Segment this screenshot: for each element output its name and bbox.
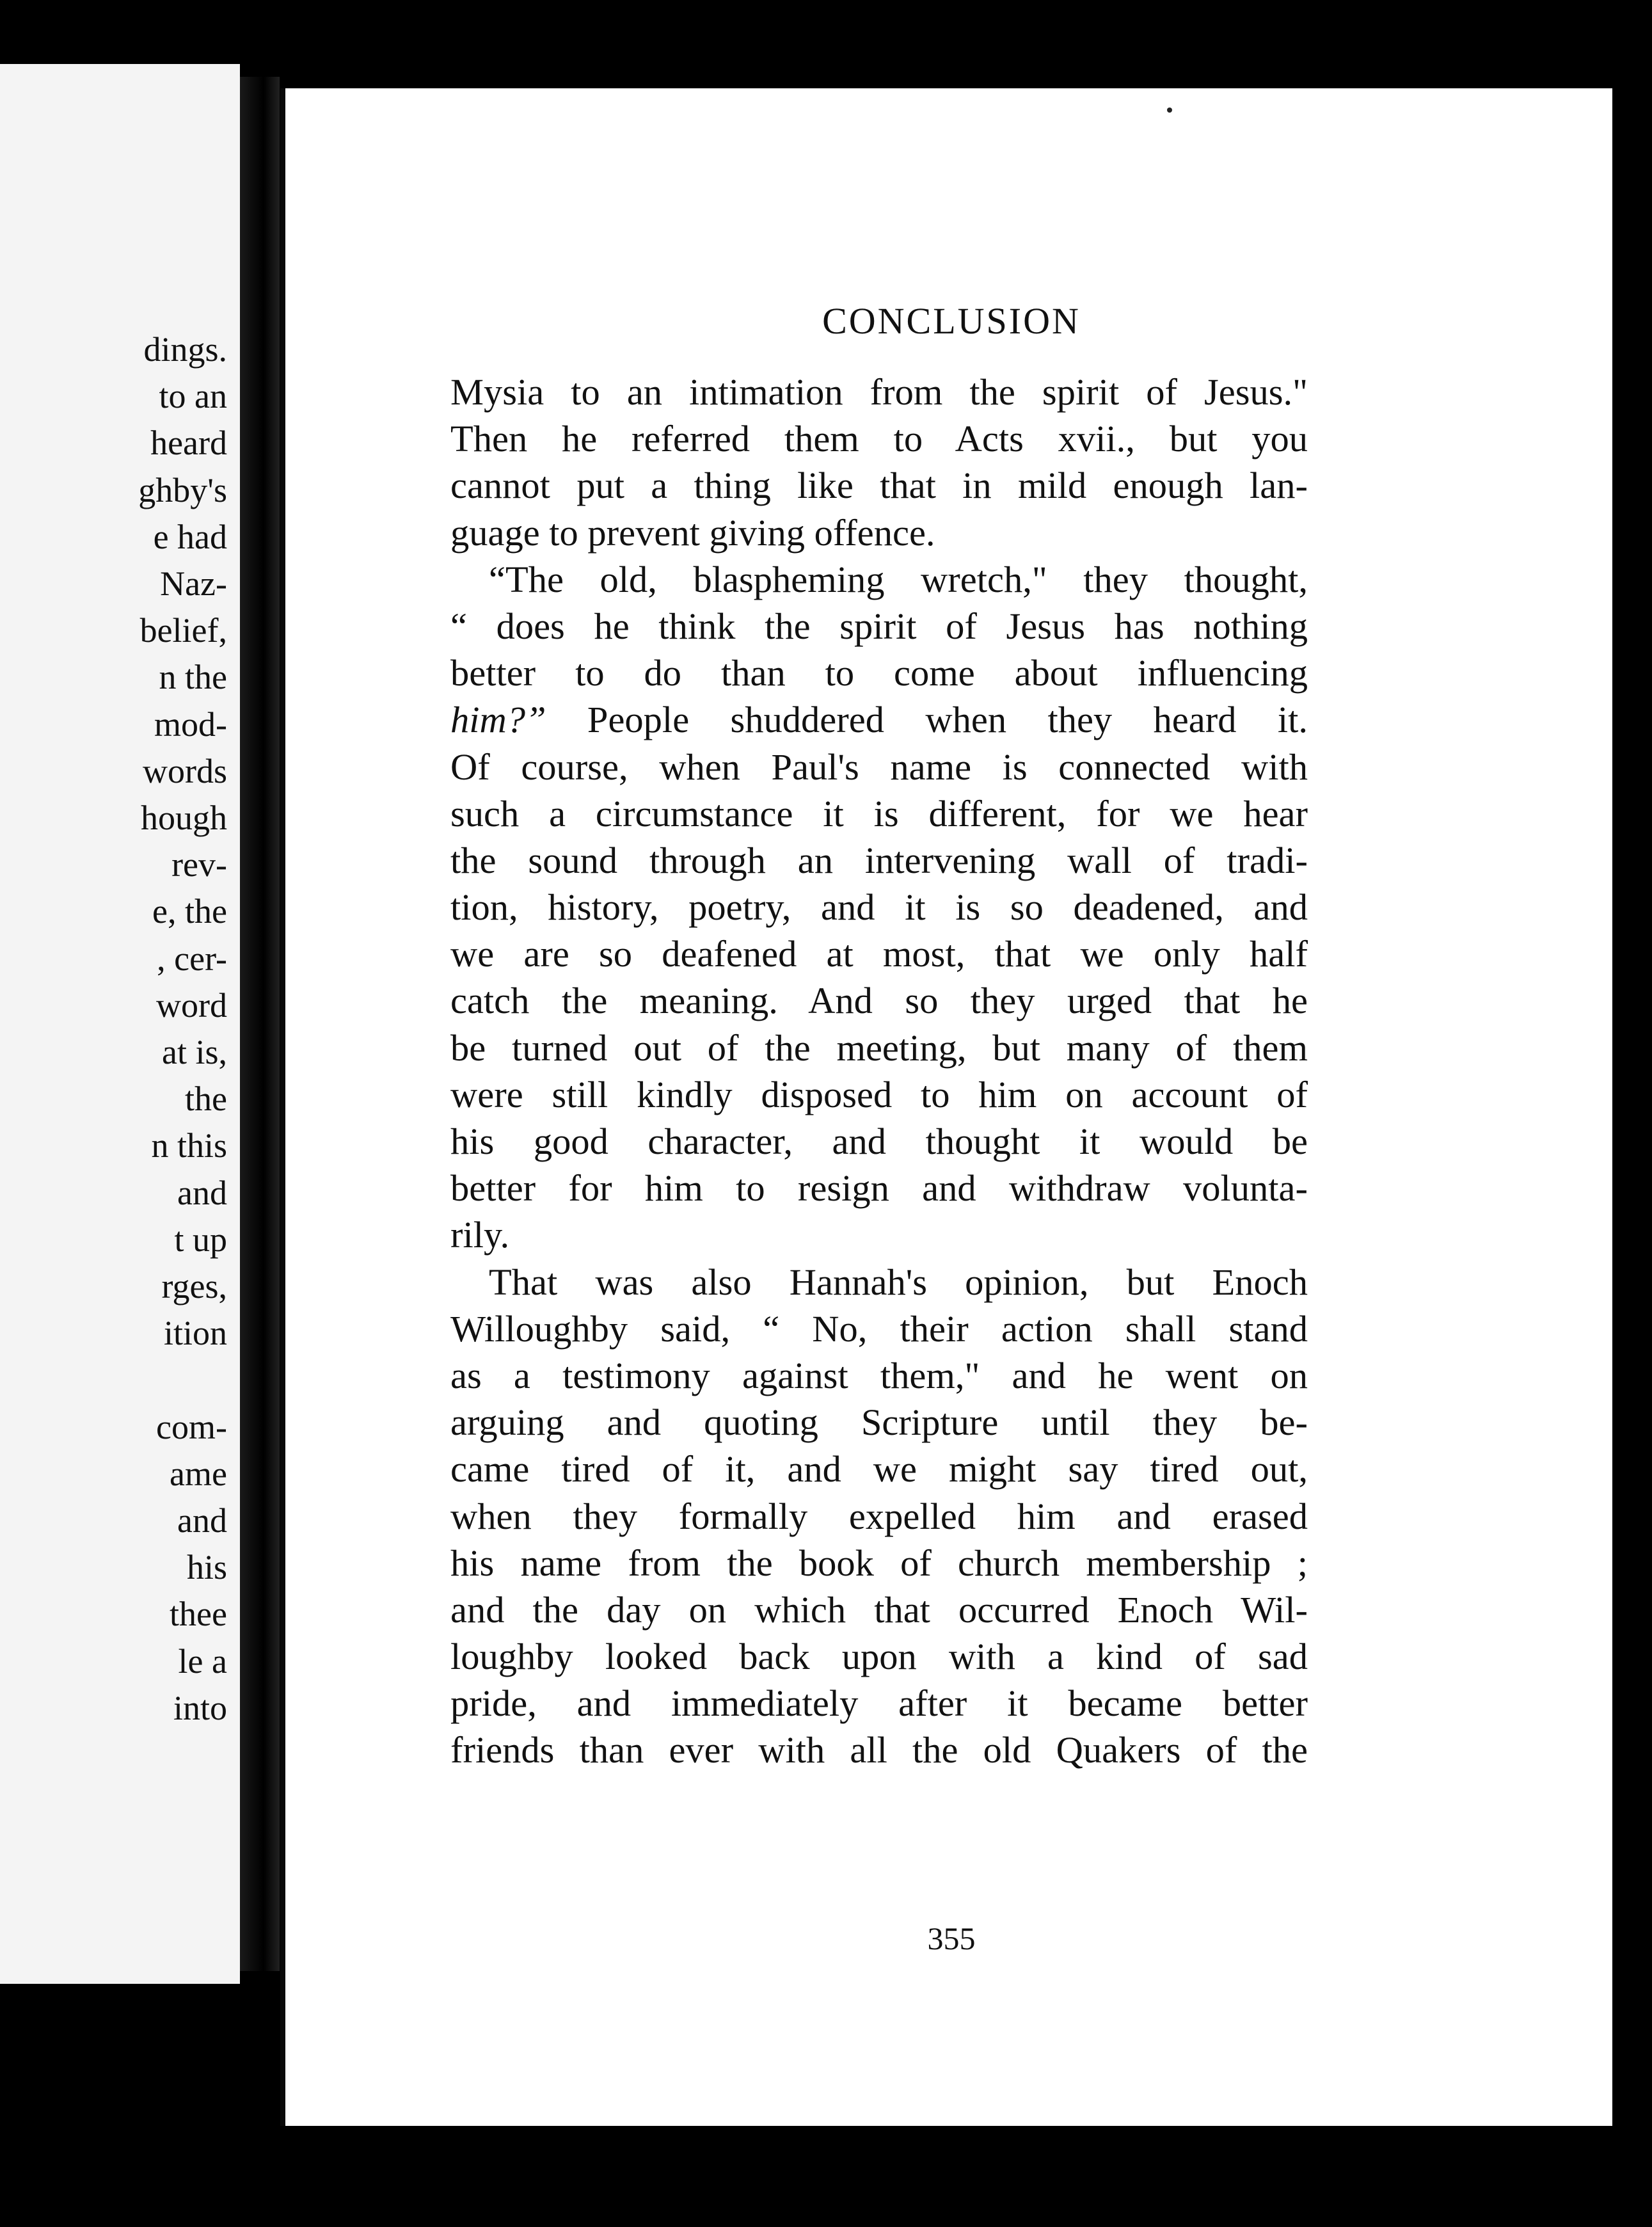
text-line: and the day on which that occurred Enoch Wil- (450, 1588, 1308, 1631)
left-text-line: the (185, 1080, 227, 1119)
left-page-fragment (0, 64, 240, 1984)
text-line: such a circumstance it is different, for we hear (450, 792, 1308, 834)
text-line: when they formally expelled him and erased (450, 1495, 1308, 1537)
left-text-line: belief, (139, 611, 227, 650)
dust-speck (1167, 108, 1172, 113)
left-text-line: and (177, 1173, 227, 1212)
left-text-line: le a (178, 1641, 227, 1680)
left-text-line: Naz- (160, 564, 227, 603)
book-gutter (240, 77, 280, 1971)
text-line: be turned out of the meeting, but many of them (450, 1026, 1308, 1069)
text-line: guage to prevent giving offence. (450, 511, 935, 554)
text-line: as a testimony against them," and he went on (450, 1354, 1308, 1396)
left-text-line: thee (170, 1595, 227, 1634)
left-text-line: his (186, 1548, 227, 1587)
text-line: That was also Hannah's opinion, but Enoch (489, 1261, 1308, 1303)
left-text-line: words (143, 751, 227, 790)
page-number: 355 (927, 1920, 976, 1956)
text-line: loughby looked back upon with a kind of sad (450, 1636, 1308, 1678)
left-text-line: heard (150, 424, 227, 463)
text-line: catch the meaning. And so they urged that he (450, 980, 1308, 1022)
text-line: “The old, blaspheming wretch," they thought, (489, 558, 1308, 600)
text-line: the sound through an intervening wall of tradi- (450, 839, 1308, 881)
text-line: better to do than to come about influencing (450, 652, 1308, 694)
text-line: rily. (450, 1214, 510, 1256)
body-text (450, 369, 1308, 1774)
running-head: CONCLUSION (822, 300, 1081, 342)
left-text-line: mod- (154, 705, 227, 744)
left-text-line: ghby's (138, 470, 227, 509)
text-line: tion, history, poetry, and it is so deadened, and (450, 886, 1308, 929)
text-line: better for him to resign and withdraw volunta- (450, 1167, 1308, 1209)
text-line: Mysia to an intimation from the spirit of Jesus." (450, 371, 1308, 413)
left-text-line: to an (159, 377, 227, 416)
left-text-line: ame (170, 1454, 227, 1493)
left-text-line: rges, (161, 1267, 227, 1305)
text-line: Willoughby said, “ No, their action shall stand (450, 1307, 1308, 1350)
left-text-line: n this (151, 1126, 227, 1165)
text-line: his good character, and thought it would be (450, 1121, 1308, 1162)
left-text-line: , cer- (157, 939, 227, 978)
text-line: were still kindly disposed to him on account of (450, 1073, 1308, 1115)
text-line: “ does he think the spirit of Jesus has nothing (450, 605, 1308, 647)
text-line: Of course, when Paul's name is connected with (450, 746, 1308, 788)
left-text-line: e had (153, 517, 227, 556)
left-text-line: into (173, 1688, 227, 1727)
left-text-line: ition (163, 1314, 227, 1353)
left-text-line: t up (174, 1220, 227, 1259)
text-line: Then he referred them to Acts xvii., but you (450, 418, 1308, 460)
right-page (280, 88, 1617, 2126)
text-line: cannot put a thing like that in mild enough lan- (450, 465, 1308, 507)
left-text-line: com- (156, 1407, 227, 1446)
text-line: came tired of it, and we might say tired out, (450, 1448, 1308, 1490)
left-text-line: e, the (152, 892, 227, 931)
left-text-line: hough (141, 799, 227, 837)
left-text-line: dings. (143, 330, 227, 369)
text-line: friends than ever with all the old Quakers of the (450, 1729, 1308, 1771)
text-line: we are so deafened at most, that we only half (450, 933, 1308, 975)
text-line: his name from the book of church membership ; (450, 1542, 1308, 1584)
left-text-line: and (177, 1501, 227, 1540)
text-line: him?” People shuddered when they heard it. (450, 699, 1308, 741)
text-line: pride, and immediately after it became better (450, 1682, 1308, 1725)
left-text-line: word (156, 986, 227, 1025)
left-text-line: at is, (162, 1033, 227, 1071)
text-line: arguing and quoting Scripture until they be- (450, 1401, 1308, 1444)
left-text-line: n the (159, 658, 227, 697)
left-text-line: rev- (171, 845, 227, 884)
right-scan-edge (1612, 83, 1652, 2131)
